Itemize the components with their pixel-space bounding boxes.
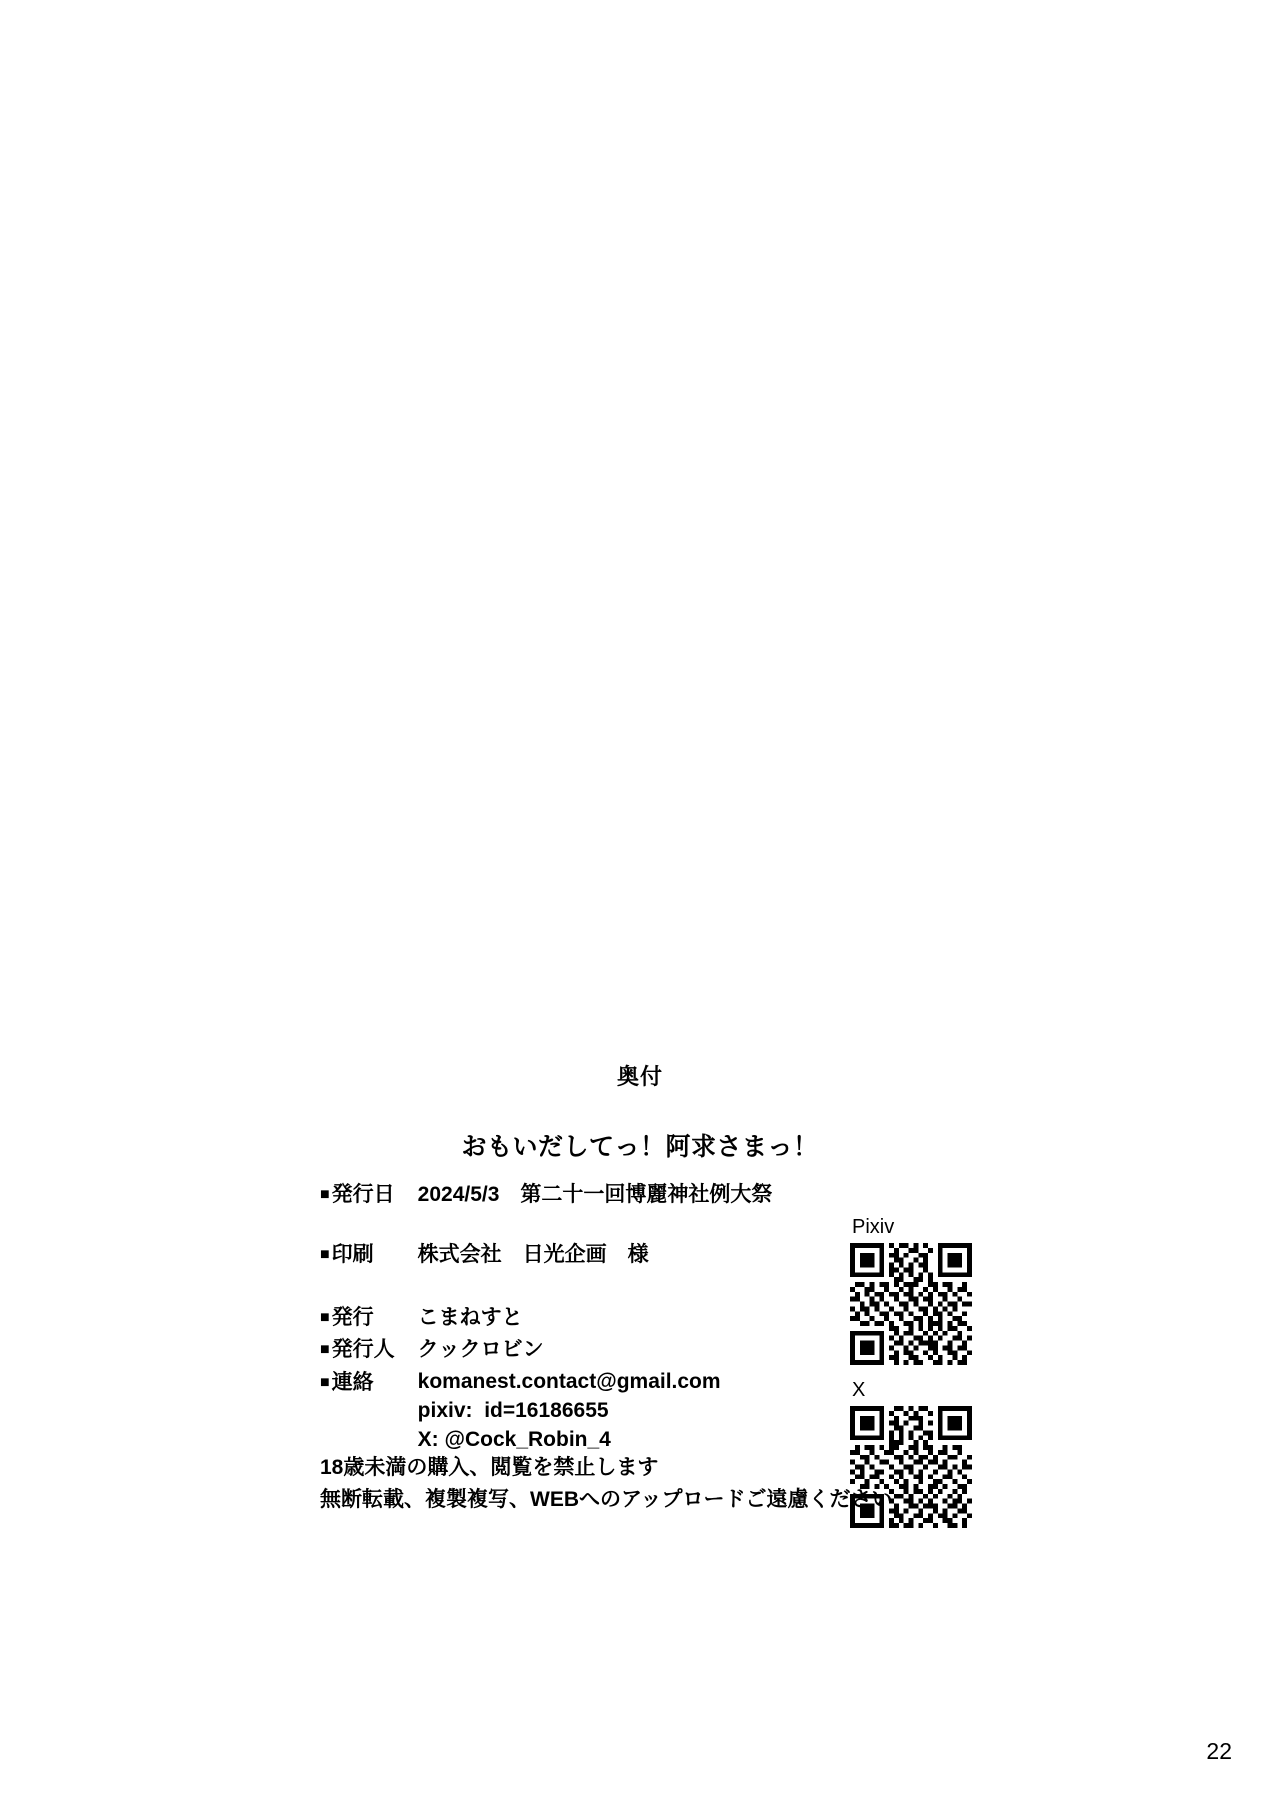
age-restriction-notice: 18歳未満の購入、閲覧を禁止します <box>320 1456 659 1479</box>
reproduction-notice: 無断転載、複製複写、WEBへのアップロードご遠慮ください <box>320 1487 893 1511</box>
contact-values <box>418 1368 721 1455</box>
page-number: 22 <box>1206 1738 1232 1764</box>
info-value: 株式会社 日光企画 様 <box>417 1243 649 1267</box>
info-label: 発行人 <box>331 1338 395 1362</box>
square-bullet-icon: ■ <box>320 1308 330 1326</box>
square-bullet-icon: ■ <box>320 1373 330 1391</box>
info-value: クックロビン <box>417 1338 544 1362</box>
pixiv-qr-caption: Pixiv <box>852 1216 895 1238</box>
info-row <box>320 1180 960 1210</box>
colophon-section <box>0 1060 1280 1511</box>
contact-label: 連絡 <box>331 1370 374 1394</box>
notices-block <box>320 1452 893 1515</box>
info-value: こまねすと <box>417 1305 523 1329</box>
contact-x-handle: X: @Cock_Robin_4 <box>417 1427 611 1451</box>
pixiv-qr-block <box>850 1216 990 1365</box>
square-bullet-icon: ■ <box>320 1186 330 1203</box>
contact-pixiv-id: pixiv: id=16186655 <box>417 1398 609 1422</box>
info-value: 2024/5/3 第二十一回博麗神社例大祭 <box>417 1183 773 1206</box>
info-label: 発行 <box>331 1305 374 1329</box>
contact-email: komanest.contact@gmail.com <box>417 1369 721 1393</box>
square-bullet-icon: ■ <box>320 1246 330 1264</box>
x-qr-caption: X <box>852 1379 866 1401</box>
info-label: 印刷 <box>331 1243 374 1267</box>
colophon-heading: 奥付 <box>616 1064 663 1089</box>
square-bullet-icon: ■ <box>320 1341 330 1359</box>
doujin-title: おもいだしてっ！阿求さまっ！ <box>461 1133 819 1161</box>
pixiv-qr-code <box>850 1243 972 1365</box>
info-label: 発行日 <box>331 1183 395 1206</box>
